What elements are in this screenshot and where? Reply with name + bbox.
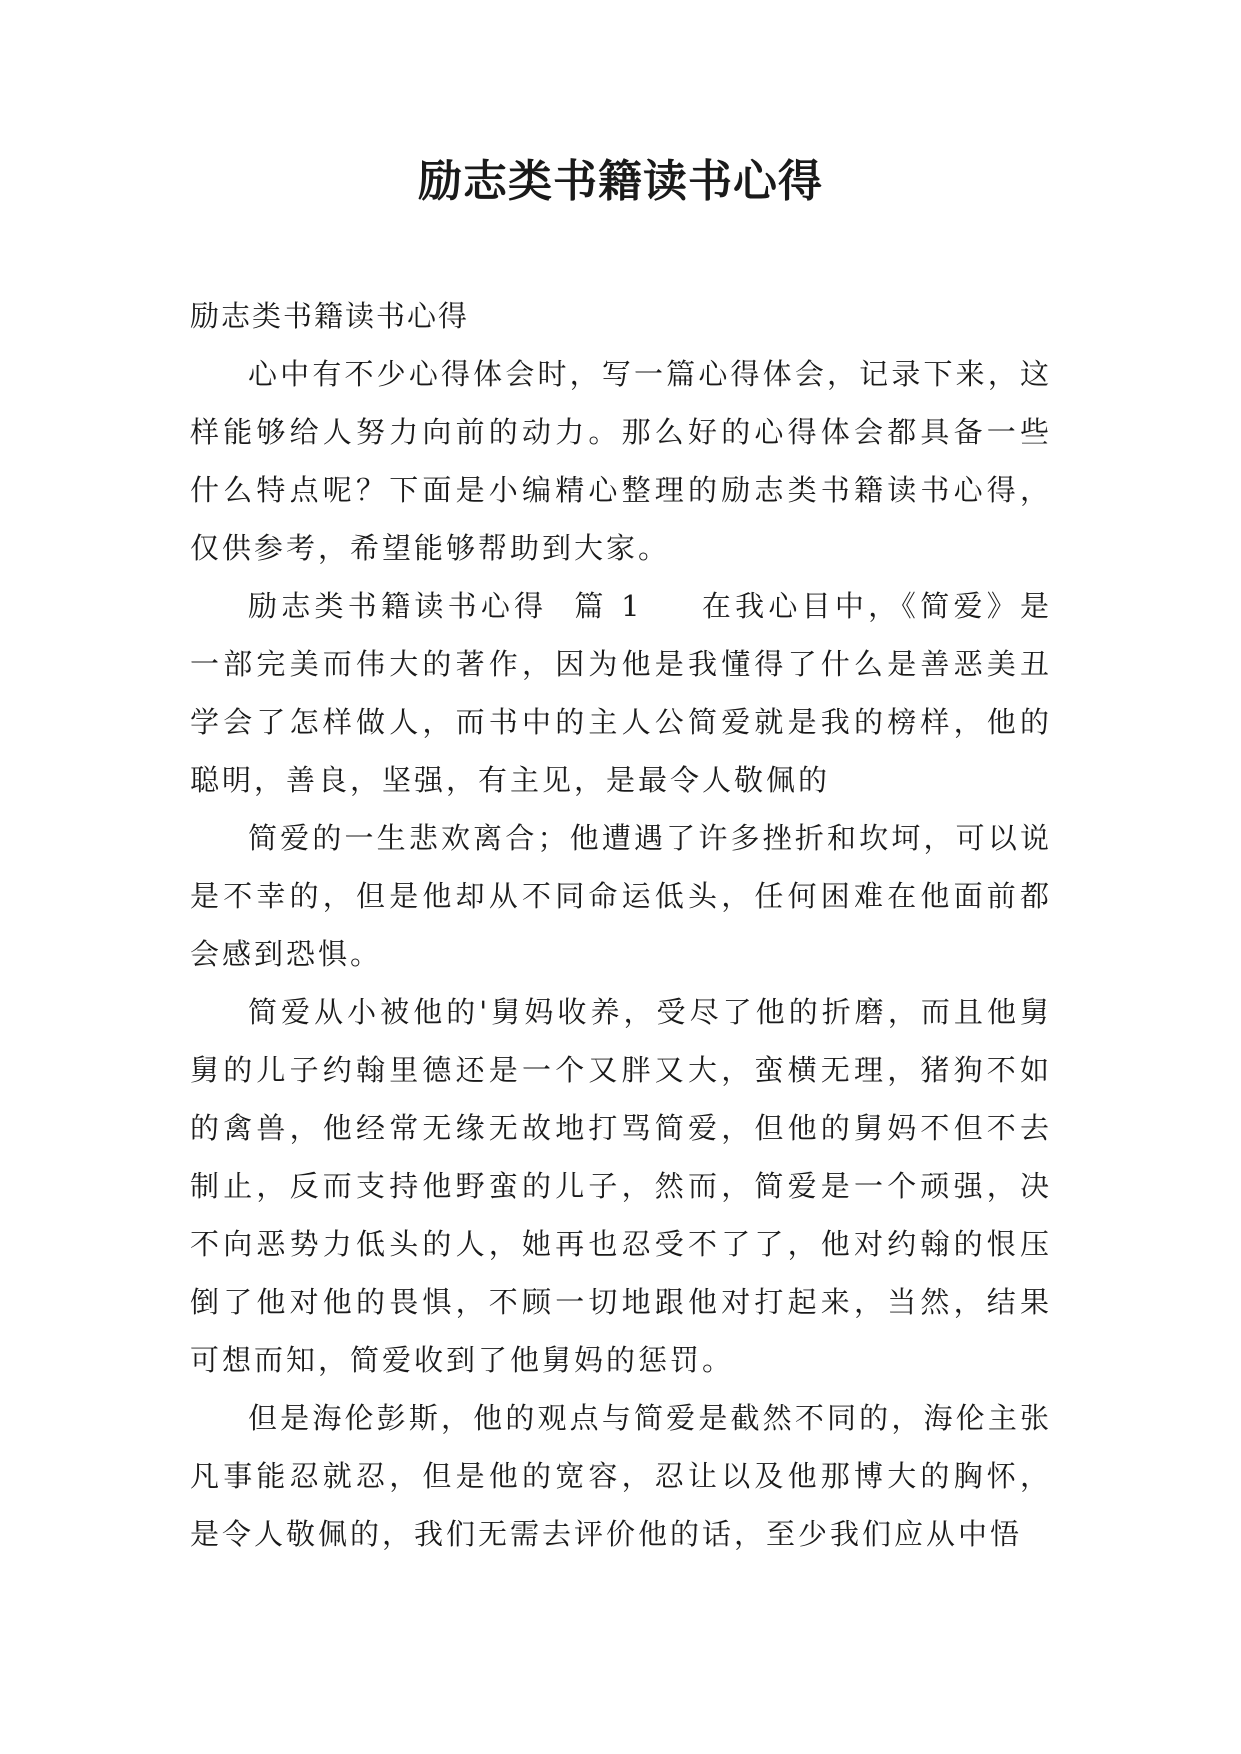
- intro-paragraph: 心中有不少心得体会时，写一篇心得体会，记录下来，这样能够给人努力向前的动力。那么好的心得体会都具备一些什么特点呢？下面是小编精心整理的励志类书籍读书心得，仅供参考，希望能够帮助到大家。: [190, 357, 1052, 565]
- body-paragraph: 简爱的一生悲欢离合；他遭遇了许多挫折和坎坷，可以说是不幸的，但是他却从不同命运低头，任何困难在他面前都会感到恐惧。: [190, 821, 1052, 971]
- body-paragraph: 简爱从小被他的'舅妈收养，受尽了他的折磨，而且他舅舅的儿子约翰里德还是一个又胖又大，蛮横无理，猪狗不如的禽兽，他经常无缘无故地打骂简爱，但他的舅妈不但不去制止，反而支持他野蛮的儿子，然而，简爱是一个顽强，决不向恶势力低头的人，她再也忍受不了了，他对约翰的恨压倒了他对他的畏惧，不顾一切地跟他对打起来，当然，结果可想而知，简爱收到了他舅妈的惩罚。: [190, 995, 1052, 1377]
- body-paragraph: 但是海伦彭斯，他的观点与简爱是截然不同的，海伦主张凡事能忍就忍，但是他的宽容，忍让以及他那博大的胸怀，是令人敬佩的，我们无需去评价他的话，至少我们应从中悟: [190, 1401, 1052, 1551]
- section-1-opening: 在我心目中，《简爱》是一部完美而伟大的著作，因为他是我懂得了什么是善恶美丑学会了怎样做人，而书中的主人公简爱就是我的榜样，他的聪明，善良，坚强，有主见，是最令人敬佩的: [190, 589, 1052, 797]
- section-1-heading: 励志类书籍读书心得 篇 1: [248, 589, 643, 623]
- document-body: [190, 287, 1052, 1563]
- document-title: 励志类书籍读书心得: [418, 156, 823, 207]
- document-subtitle: 励志类书籍读书心得: [190, 299, 470, 333]
- section-1-paragraph: [190, 577, 1052, 809]
